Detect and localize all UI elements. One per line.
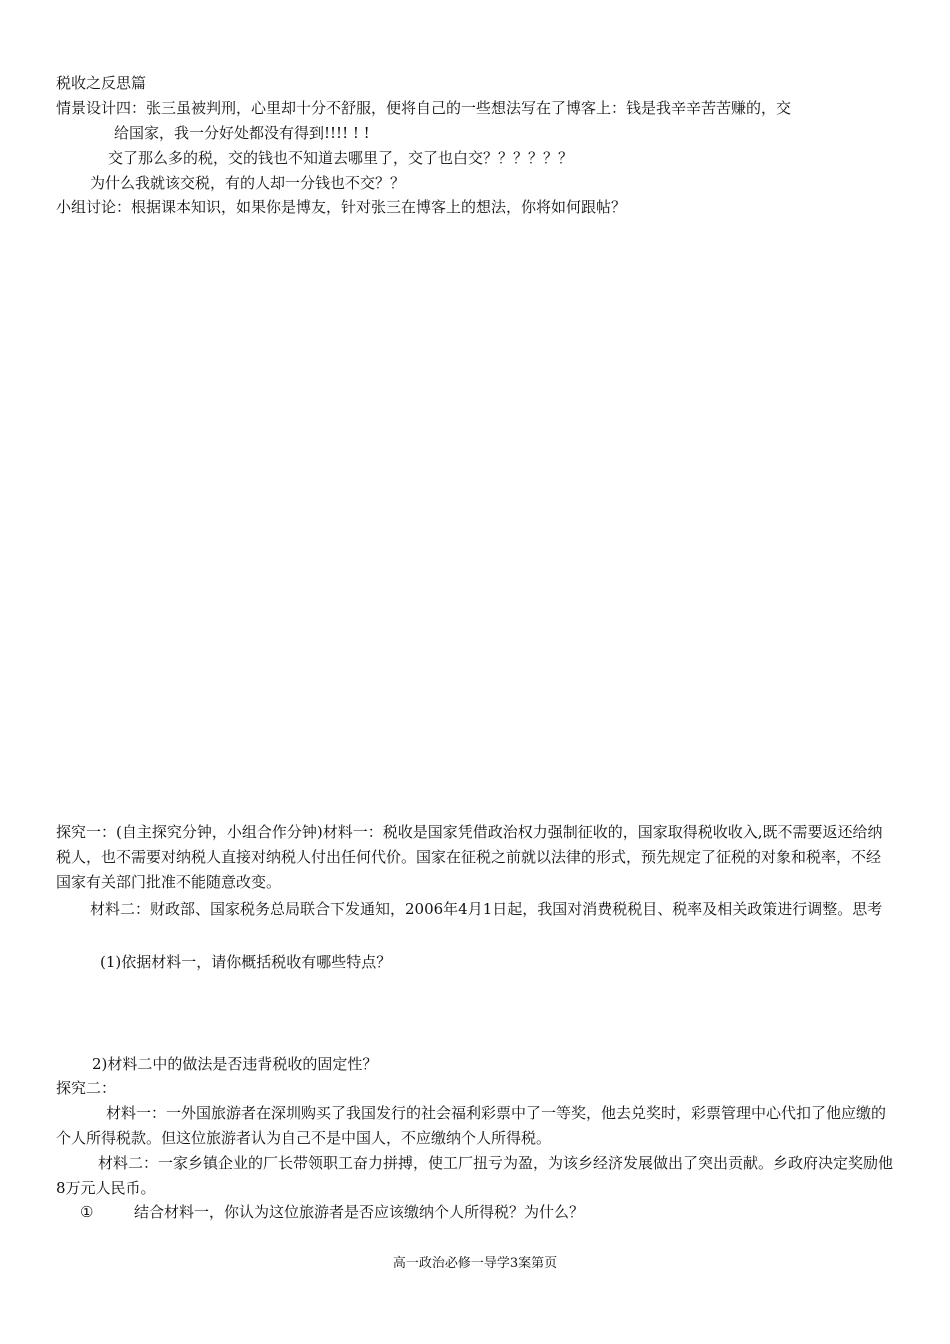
scenario-line-3: 交了那么多的税，交的钱也不知道去哪里了，交了也白交？？？？？？ [108,149,574,167]
scenario-line-4: 为什么我就该交税，有的人却一分钱也不交？？ [90,174,406,192]
explore1-question-2: 2)材料二中的做法是否违背税收的固定性？ [92,1055,378,1073]
explore2-material1: 材料一：一外国旅游者在深圳购买了我国发行的社会福利彩票中了一等奖，他去兑奖时，彩票管理中心代扣了他应缴的个人所得税款。但这位旅游者认为自己不是中国人，不应缴纳个人所得税。 [56,1104,887,1147]
explore1-material2: 材料二：财政部、国家税务总局联合下发通知，2006年4月1日起，我国对消费税税目、税率及相关政策进行调整。思考 [90,900,883,918]
explore2-question-1: 结合材料一，你认为这位旅游者是否应该缴纳个人所得税？为什么？ [134,1203,585,1221]
section-title: 税收之反思篇 [56,74,147,92]
group-discussion-prompt: 小组讨论：根据课本知识，如果你是博友，针对张三在博客上的想法，你将如何跟帖？ [56,198,627,216]
scenario-line-2: 给国家，我一分好处都没有得到!!!! ! ! [114,124,370,142]
scenario-line-1: 情景设计四：张三虽被判刑，心里却十分不舒服，便将自己的一些想法写在了博客上：钱是我辛辛苦苦赚的，交 [56,99,792,117]
explore2-material2: 材料二：一家乡镇企业的厂长带领职工奋力拼搏，使工厂扭亏为盈，为该乡经济发展做出了突出贡献。乡政府决定奖励他8万元人民币。 [56,1154,894,1197]
explore2-question-1-marker: ① [80,1203,94,1221]
explore2-title: 探究二： [56,1079,117,1097]
explore1-material1: 探究一：(自主探究分钟，小组合作分钟)材料一：税收是国家凭借政治权力强制征收的，国家取得税收收入,既不需要返还给纳税人，也不需要对纳税人直接对纳税人付出任何代价。国家在征税之前就以法律的形式，预先规定了征税的对象和税率，不经国家有关部门批准不能随意改变。 [56,823,883,891]
explore1-question-1: (1)依据材料一，请你概括税收有哪些特点？ [100,953,392,971]
page-footer: 高一政治必修一导学3案第页 [392,1256,558,1271]
